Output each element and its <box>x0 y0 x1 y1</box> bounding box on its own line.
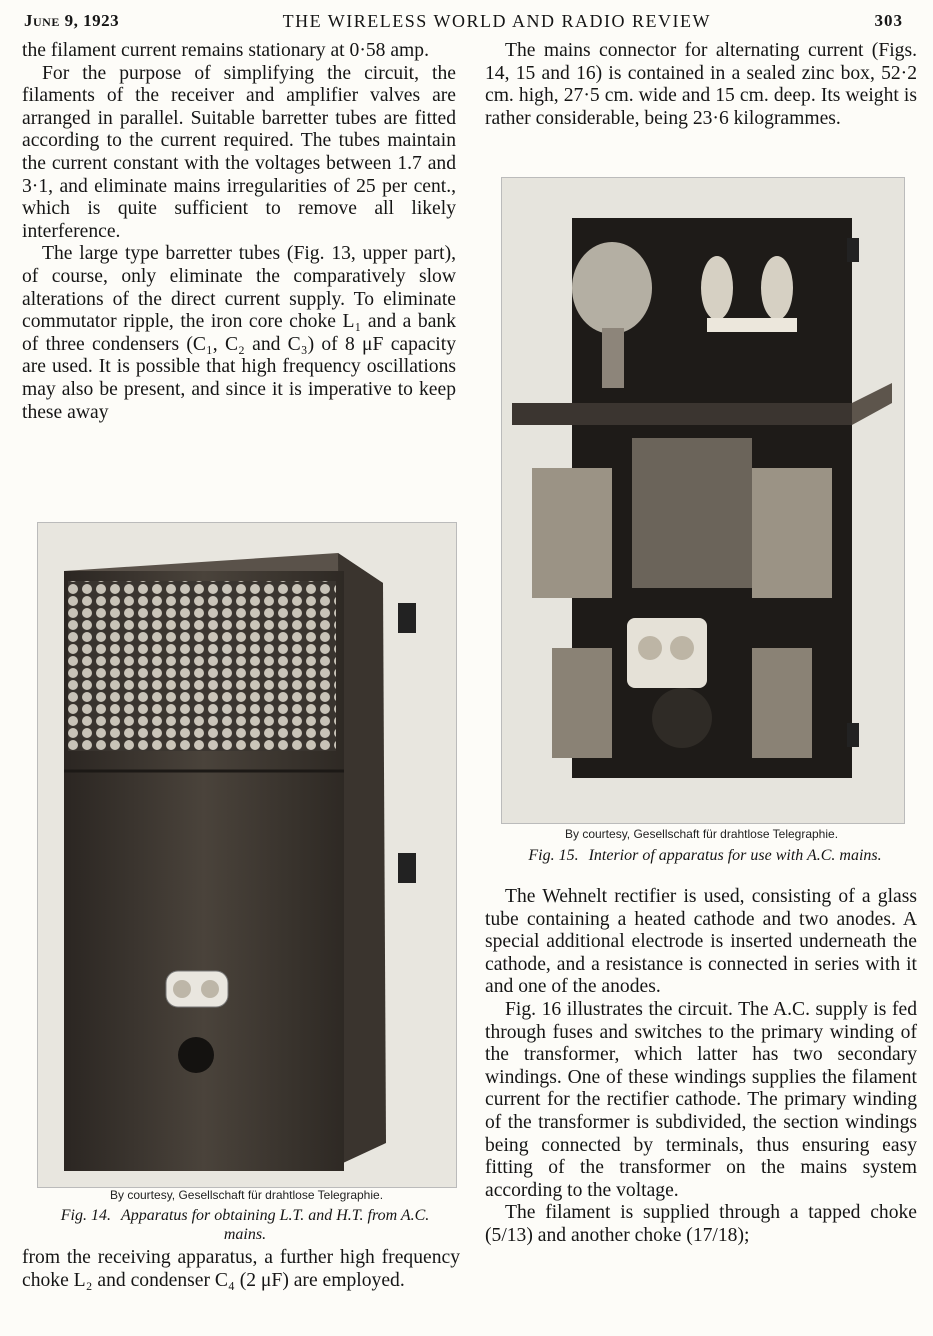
figure-14-label: Fig. 14. <box>60 1207 111 1224</box>
page-header <box>24 8 903 34</box>
paragraph: from the receiving apparatus, a further high frequency choke L₂ and condenser C₄ (2 μF) are employed. <box>22 1247 460 1291</box>
apparatus-interior-photo-illustration <box>502 178 904 823</box>
paragraph: The mains connector for alternating current (Figs. 14, 15 and 16) is contained in a sealed zinc box, 52·2 cm. high, 27·5 cm. wide and 15 cm. deep. Its weight is rather considerable, being 23·6 kilogrammes. <box>485 40 917 129</box>
right-column-text <box>485 40 917 130</box>
figure-14-caption-text: Apparatus for obtaining L.T. and H.T. from A.C. mains. <box>120 1207 430 1243</box>
figure-15-caption <box>500 846 910 865</box>
paragraph: The large type barretter tubes (Fig. 13, upper part), of course, only eliminate the comparatively slow alterations of the direct current supply. To eliminate commutator ripple, the iron core choke L₁ and a bank of three condensers (C₁, C₂ and C₃) of 8 μF capacity are used. It is possible that high frequency oscillations may also be present, and since it is imperative to keep these away <box>22 243 456 423</box>
journal-title: THE WIRELESS WORLD AND RADIO REVIEW <box>282 10 711 31</box>
figure-14-photo <box>37 522 457 1188</box>
figure-15-photo <box>501 177 905 824</box>
figure-15-caption-text: Interior of apparatus for use with A.C. mains. <box>588 847 882 864</box>
zinc-box-photo-illustration <box>38 523 456 1187</box>
paragraph: The Wehnelt rectifier is used, consisting of a glass tube containing a heated cathode and two anodes. A special additional electrode is inserted underneath the cathode, and a resistance is connected in series with it and one of the anodes. <box>485 886 917 998</box>
left-column-text <box>22 40 456 424</box>
paragraph: Fig. 16 illustrates the circuit. The A.C. supply is fed through fuses and switches to the primary winding of the transformer, which latter has two secondary windings. One of these windings supplies the filament current for the rectifier cathode. The primary winding of the transformer is subdivided, the section windings being connected by terminals, thus ensuring easy fitting of the transformer on the mains system according to the voltage. <box>485 998 917 1201</box>
left-column-continuation <box>22 1247 460 1292</box>
page-number: 303 <box>874 11 903 30</box>
figure-15-credit: By courtesy, Gesellschaft für drahtlose Telegraphie. <box>565 827 839 841</box>
figure-15-label: Fig. 15. <box>528 847 579 864</box>
figure-14-credit: By courtesy, Gesellschaft für drahtlose Telegraphie. <box>110 1188 384 1202</box>
issue-date: June 9, 1923 <box>24 11 120 30</box>
paragraph: the filament current remains stationary at 0·58 amp. <box>22 40 429 61</box>
right-column-continuation <box>485 886 917 1248</box>
paragraph: For the purpose of simplifying the circuit, the filaments of the receiver and amplifier valves are arranged in parallel. Suitable barretter tubes are fitted according to the current required. The tubes maintain the current constant with the voltages between 1.7 and 3·1, and eliminate mains irregularities of 25 per cent., which is quite sufficient to remove all likely interference. <box>22 62 456 242</box>
figure-14-caption <box>40 1206 450 1244</box>
paragraph: The filament is supplied through a tapped choke (5/13) and another choke (17/18); <box>485 1202 917 1246</box>
